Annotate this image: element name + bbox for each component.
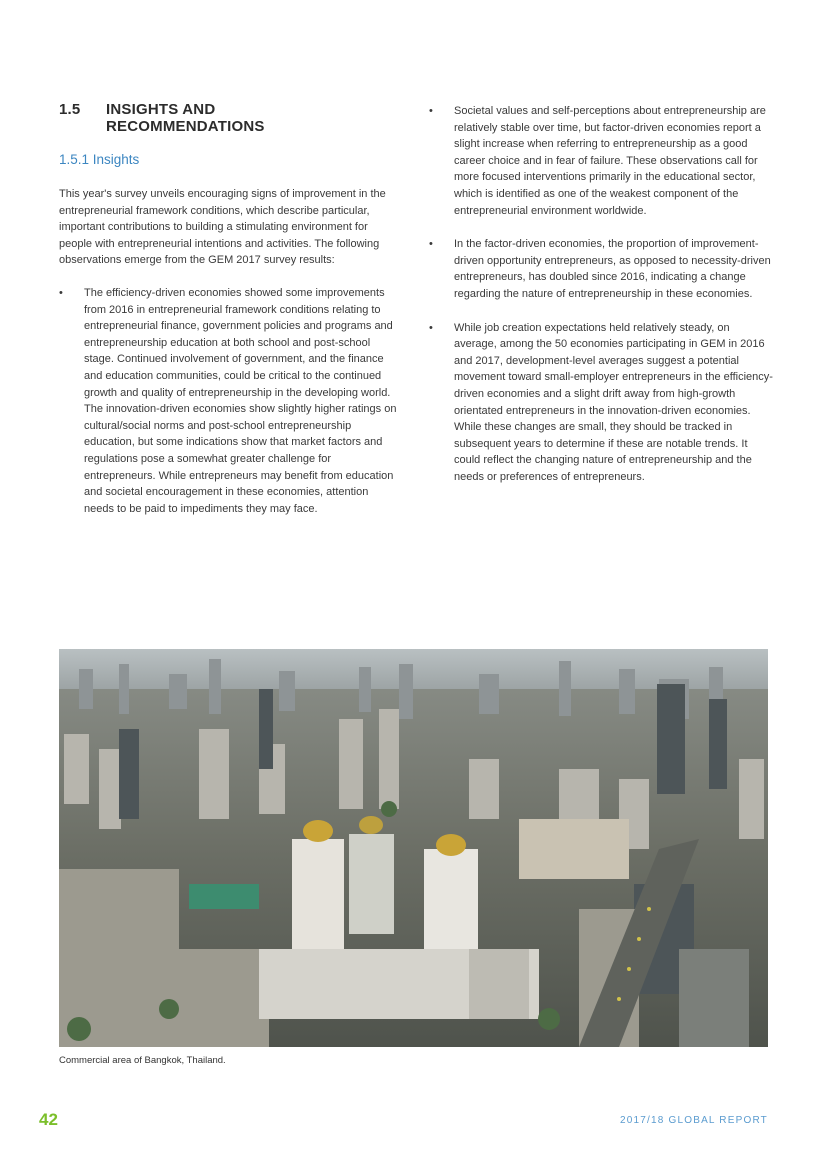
bullet-text: Societal values and self-perceptions about entrepreneurship are relatively stable over time, but factor-driven economies report a slight increase when referring to entrepreneurship as a good career choice and in fear of failure. These observations call for more focused interventions primarily in the educational sector, which is identified as one of the weakest component of the entrepreneurial environment worldwide. bbox=[454, 105, 766, 217]
bullet-text: In the factor-driven economies, the proportion of improvement-driven opportunity entrepreneurs, as opposed to necessity-driven entrepreneurs, has doubled since 2016, indicating a change regarding the nature of entrepreneurship in these economies. bbox=[454, 238, 771, 300]
left-bullet-list bbox=[59, 285, 399, 517]
report-title: 2017/18 GLOBAL REPORT bbox=[619, 1115, 768, 1126]
list-item bbox=[429, 236, 774, 302]
subsection-title: 1.5.1 Insights bbox=[59, 152, 140, 167]
bullet-text: The efficiency-driven economies showed some improvements from 2016 in entrepreneurial framework conditions relating to entrepreneurial finance, government policies and programs and entrepreneurship education at both school and post-school stage. Continued involvement of government, and the finance and education communities, could be critical to the continued growth and quality of entrepreneurship in the developing world. The innovation-driven economies show slightly higher ratings on cultural/social norms and post-school entrepreneurship education, but some indications show that market factors and regulations pose a somewhat greater challenge for entrepreneurs. While entrepreneurs may benefit from education and societal encouragement in these economies, attention needs to be paid to impediments they may face. bbox=[84, 286, 397, 515]
city-photo bbox=[59, 649, 768, 1047]
page-number: 42 bbox=[39, 1110, 58, 1129]
list-item bbox=[429, 320, 774, 486]
section-heading bbox=[59, 101, 399, 135]
section-title: INSIGHTS AND RECOMMENDATIONS bbox=[106, 101, 265, 135]
bangkok-skyline-illustration bbox=[59, 649, 768, 1047]
right-bullet-list bbox=[429, 103, 774, 485]
section-number: 1.5 bbox=[59, 101, 81, 118]
list-item bbox=[59, 285, 399, 517]
bullet-icon: • bbox=[59, 286, 63, 299]
bullet-icon: • bbox=[429, 238, 433, 251]
bullet-text: While job creation expectations held relatively steady, on average, among the 50 economies participating in GEM in 2016 and 2017, development-level averages suggest a potential movement toward small-employer entrepreneurs in the efficiency-driven economies and a slight drift away from high-growth orientated entrepreneurs in the innovation-driven economies. While these changes are small, they should be tracked in subsequent years to determine if these are notable trends. It could reflect the changing nature of entrepreneurship and the needs or preferences of entrepreneurs. bbox=[454, 321, 773, 483]
list-item bbox=[429, 103, 774, 219]
bullet-icon: • bbox=[429, 321, 433, 334]
bullet-icon: • bbox=[429, 105, 433, 117]
left-column bbox=[59, 101, 399, 517]
intro-paragraph: This year's survey unveils encouraging signs of improvement in the entrepreneurial framework conditions, which describe particular, important contributions to building a stimulating environment for people with entrepreneurial intentions and activities. The following observations emerge from the GEM 2017 survey results: bbox=[59, 188, 386, 267]
photo-caption: Commercial area of Bangkok, Thailand. bbox=[59, 1055, 226, 1066]
right-column bbox=[429, 103, 774, 502]
